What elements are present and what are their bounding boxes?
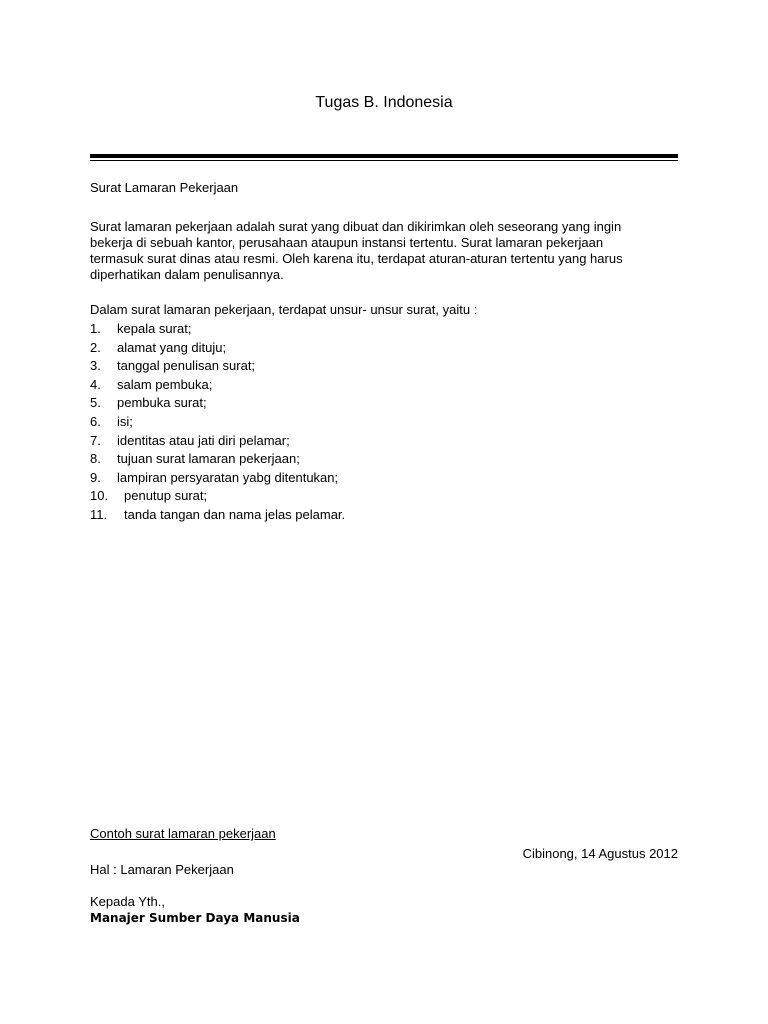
header-rule-thick: [90, 154, 678, 158]
list-text: lampiran persyaratan yabg ditentukan;: [117, 469, 339, 485]
list-text: alamat yang dituju;: [117, 339, 227, 355]
salutation: Kepada Yth.,: [90, 894, 165, 909]
list-item: [90, 450, 345, 469]
recipient-name: Manajer Sumber Daya Manusia: [90, 911, 300, 925]
list-item: [90, 469, 345, 488]
list-number: 4.: [90, 376, 101, 392]
list-number: 9.: [90, 469, 101, 485]
list-text: identitas atau jati diri pelamar;: [117, 432, 290, 448]
header-rule-thin: [90, 160, 678, 161]
list-number: 10.: [90, 488, 109, 504]
list-number: 3.: [90, 358, 101, 374]
letter-date: Cibinong, 14 Agustus 2012: [522, 846, 678, 861]
list-number: 5.: [90, 395, 101, 411]
list-text: salam pembuka;: [117, 376, 213, 392]
subject-line: Hal : Lamaran Pekerjaan: [90, 862, 234, 877]
example-heading: Contoh surat lamaran pekerjaan: [90, 826, 276, 841]
paragraph-line: bekerja di sebuah kantor, perusahaan ataupun instansi tertentu. Surat lamaran pekerjaan: [90, 235, 604, 250]
paragraph-line: termasuk surat dinas atau resmi. Oleh karena itu, terdapat aturan-aturan tertentu yang harus: [90, 251, 623, 266]
list-number: 11.: [90, 506, 108, 522]
list-item: [90, 394, 345, 413]
document-title: Tugas B. Indonesia: [315, 94, 453, 111]
list-text: isi;: [117, 413, 133, 429]
list-text: penutup surat;: [124, 488, 208, 504]
list-item: [90, 432, 345, 451]
list-text: kepala surat;: [117, 321, 192, 336]
list-intro: Dalam surat lamaran pekerjaan, terdapat unsur- unsur surat, yaitu :: [90, 302, 478, 317]
list-item: [90, 413, 345, 432]
list-item: [90, 320, 345, 339]
list-item: [90, 376, 345, 395]
list-number: 1.: [90, 321, 101, 336]
list-item: [90, 357, 345, 376]
list-number: 6.: [90, 413, 101, 429]
list-text: pembuka surat;: [117, 395, 207, 411]
subject-heading: Surat Lamaran Pekerjaan: [90, 180, 239, 195]
list-number: 8.: [90, 451, 101, 467]
list-item: [90, 506, 345, 525]
list-item: [90, 487, 345, 506]
paragraph-line: diperhatikan dalam penulisannya.: [90, 267, 284, 282]
paragraph-line: Surat lamaran pekerjaan adalah surat yang dibuat dan dikirimkan oleh seseorang yang ingin: [90, 219, 622, 234]
elements-list: [90, 320, 345, 525]
list-text: tujuan surat lamaran pekerjaan;: [117, 451, 300, 467]
list-item: [90, 339, 345, 358]
list-text: tanggal penulisan surat;: [117, 358, 256, 374]
intro-paragraph: [90, 219, 680, 283]
list-number: 2.: [90, 339, 101, 355]
list-text: tanda tangan dan nama jelas pelamar.: [124, 506, 346, 522]
list-number: 7.: [90, 432, 101, 448]
